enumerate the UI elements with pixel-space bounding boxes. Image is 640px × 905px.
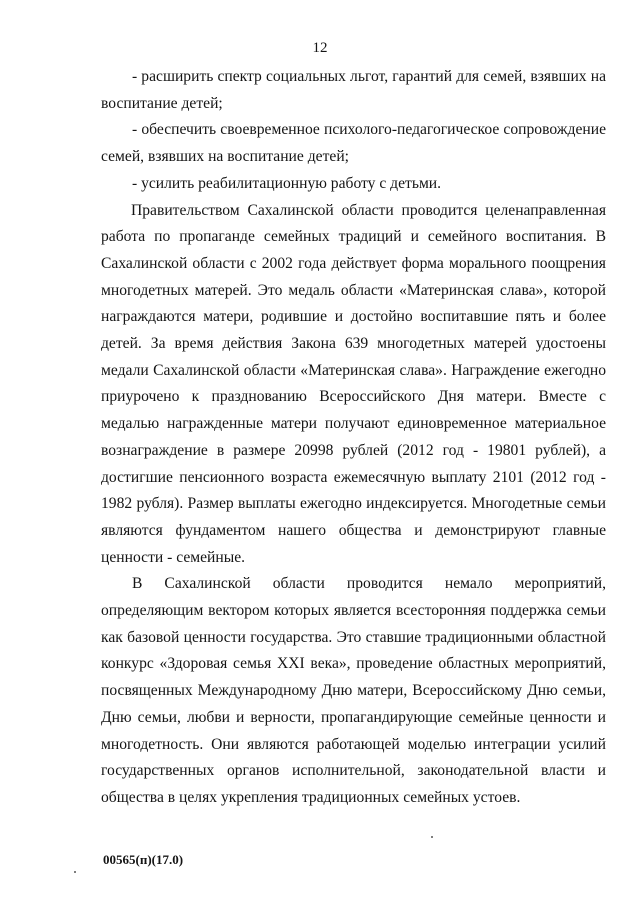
paragraph-government-work: Правительством Сахалинской области проводится целенаправленная работа по пропаганде семейных традиций и семейного воспитания. В Сахалинской области с 2002 года действует форма морального поощрения многодетных матерей. Это медаль области «Материнская слава», которой награждаются матери, родившие и достойно воспитавшие пять и более детей. За время действия Закона 639 многодетных матерей удостоены медали Сахалинской области «Материнская слава». Награждение ежегодно приурочено к празднованию Всероссийского Дня матери. Вместе с медалью награжденные матери получают единовременное материальное вознаграждение в размере 20998 рублей (2012 год - 19801 рублей), а достигшие пенсионного возраста ежемесячную выплату 2101 (2012 год - 1982 рубля). Размер выплаты ежегодно индексируется. Многодетные семьи являются фундаментом нашего общества и демонстрируют главные ценности - семейные. bbox=[101, 201, 606, 566]
document-body bbox=[101, 64, 606, 812]
document-code: 00565(п)(17.0) bbox=[103, 852, 184, 867]
page-number: 12 bbox=[312, 40, 328, 56]
paragraph-bullet-2: - обеспечить своевременное психолого-педагогическое сопровождение семей, взявших на воспитание детей; bbox=[101, 121, 606, 166]
scan-speck bbox=[74, 871, 76, 873]
paragraph-bullet-1: - расширить спектр социальных льгот, гарантий для семей, взявших на воспитание детей; bbox=[101, 68, 606, 112]
paragraph-bullet-3: - усилить реабилитационную работу с детьми. bbox=[132, 174, 442, 192]
scan-speck bbox=[431, 836, 433, 838]
paragraph-regional-events: В Сахалинской области проводится немало мероприятий, определяющим вектором которых является всесторонняя поддержка семьи как базовой ценности государства. Это ставшие традиционными областной конкурс «Здоровая семья XXI века», проведение областных мероприятий, посвященных Международному Дню матери, Всероссийскому Дню семьи, Дню семьи, любви и верности, пропагандирующие семейные ценности и многодетность. Они являются работающей моделью интеграции усилий государственных органов исполнительной, законодательной власти и общества в целях укрепления традиционных семейных устоев. bbox=[101, 575, 606, 806]
